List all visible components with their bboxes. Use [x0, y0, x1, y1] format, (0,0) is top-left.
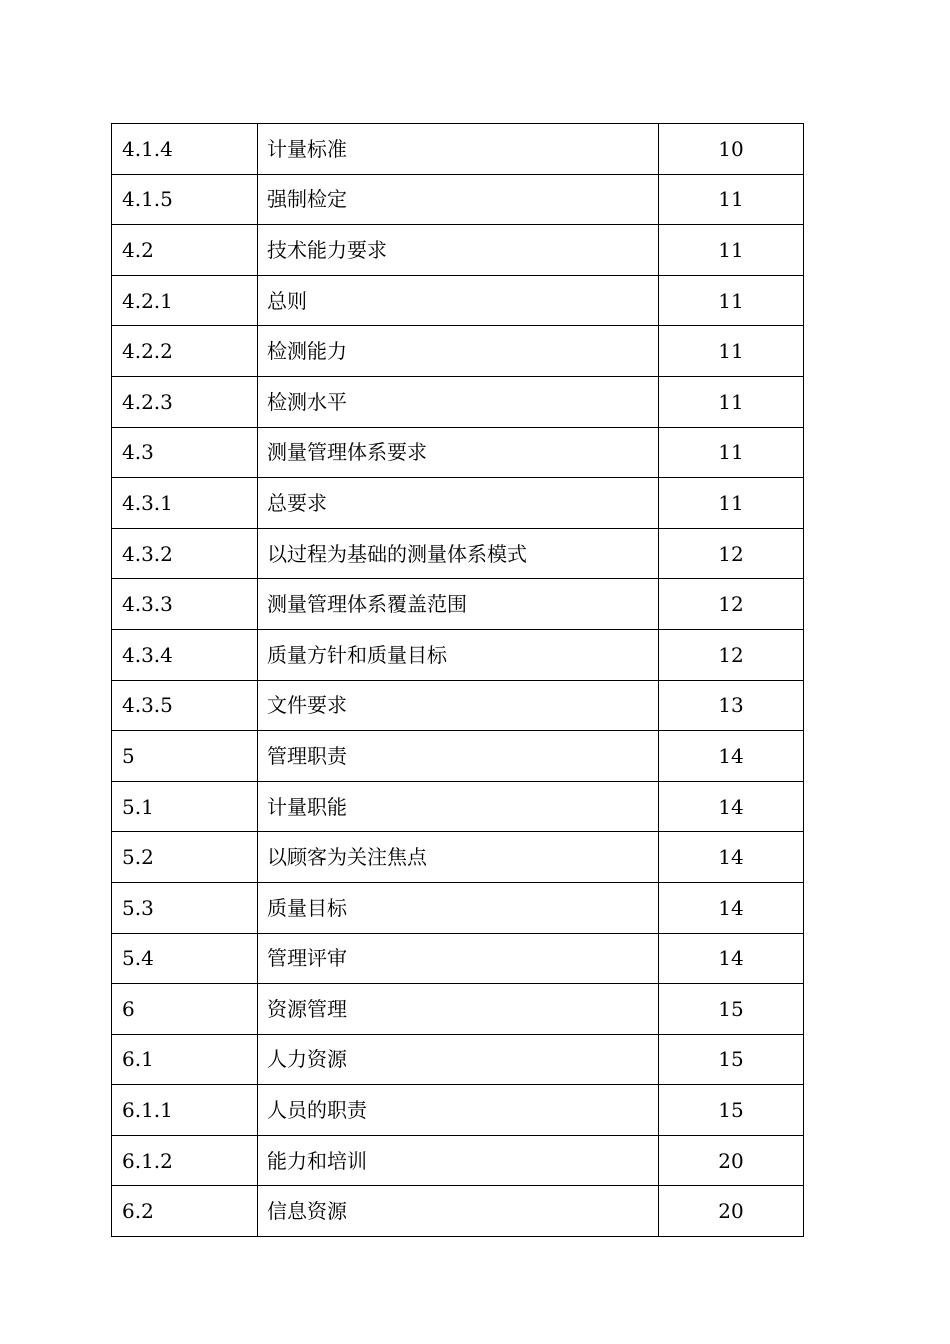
- table-row: [112, 1085, 804, 1136]
- section-number: 4.3.5: [112, 680, 258, 731]
- table-row: [112, 124, 804, 175]
- page-number: 11: [659, 174, 804, 225]
- table-row: [112, 933, 804, 984]
- section-title: 质量方针和质量目标: [258, 629, 659, 680]
- page-number: 15: [659, 1085, 804, 1136]
- section-number: 6.1.2: [112, 1135, 258, 1186]
- section-title: 以过程为基础的测量体系模式: [258, 528, 659, 579]
- section-number: 6.1.1: [112, 1085, 258, 1136]
- page-number: 12: [659, 579, 804, 630]
- page-number: 11: [659, 478, 804, 529]
- section-number: 6.1: [112, 1034, 258, 1085]
- section-number: 5.3: [112, 882, 258, 933]
- table-row: [112, 326, 804, 377]
- section-number: 4.1.5: [112, 174, 258, 225]
- table-row: [112, 579, 804, 630]
- section-number: 4.1.4: [112, 124, 258, 175]
- section-number: 4.2: [112, 225, 258, 276]
- section-title: 测量管理体系要求: [258, 427, 659, 478]
- page-number: 14: [659, 882, 804, 933]
- table-row: [112, 629, 804, 680]
- page-number: 11: [659, 427, 804, 478]
- section-title: 测量管理体系覆盖范围: [258, 579, 659, 630]
- table-row: [112, 1135, 804, 1186]
- section-number: 5.2: [112, 832, 258, 883]
- section-title: 强制检定: [258, 174, 659, 225]
- section-title: 人员的职责: [258, 1085, 659, 1136]
- section-title: 人力资源: [258, 1034, 659, 1085]
- section-title: 能力和培训: [258, 1135, 659, 1186]
- section-title: 文件要求: [258, 680, 659, 731]
- section-title: 检测能力: [258, 326, 659, 377]
- page-number: 14: [659, 781, 804, 832]
- page-number: 15: [659, 984, 804, 1035]
- page-number: 11: [659, 225, 804, 276]
- table-row: [112, 781, 804, 832]
- section-number: 4.2.1: [112, 275, 258, 326]
- page-number: 14: [659, 731, 804, 782]
- page-number: 11: [659, 326, 804, 377]
- section-number: 6.2: [112, 1186, 258, 1237]
- table-row: [112, 882, 804, 933]
- table-row: [112, 832, 804, 883]
- table-row: [112, 528, 804, 579]
- section-title: 检测水平: [258, 376, 659, 427]
- section-number: 4.3.4: [112, 629, 258, 680]
- toc-table: [111, 123, 804, 1237]
- table-row: [112, 984, 804, 1035]
- page-number: 14: [659, 832, 804, 883]
- section-number: 6: [112, 984, 258, 1035]
- section-number: 4.3.3: [112, 579, 258, 630]
- page-number: 14: [659, 933, 804, 984]
- section-number: 5.4: [112, 933, 258, 984]
- section-number: 5: [112, 731, 258, 782]
- table-row: [112, 275, 804, 326]
- page-number: 13: [659, 680, 804, 731]
- section-number: 4.2.3: [112, 376, 258, 427]
- section-number: 4.2.2: [112, 326, 258, 377]
- section-title: 计量职能: [258, 781, 659, 832]
- table-row: [112, 376, 804, 427]
- page-number: 12: [659, 528, 804, 579]
- table-row: [112, 1034, 804, 1085]
- section-number: 5.1: [112, 781, 258, 832]
- section-title: 总要求: [258, 478, 659, 529]
- section-title: 管理评审: [258, 933, 659, 984]
- page-number: 20: [659, 1135, 804, 1186]
- table-row: [112, 478, 804, 529]
- section-title: 技术能力要求: [258, 225, 659, 276]
- section-title: 计量标准: [258, 124, 659, 175]
- section-number: 4.3.1: [112, 478, 258, 529]
- table-row: [112, 1186, 804, 1237]
- table-row: [112, 174, 804, 225]
- section-number: 4.3: [112, 427, 258, 478]
- page-number: 11: [659, 376, 804, 427]
- section-title: 信息资源: [258, 1186, 659, 1237]
- page-number: 20: [659, 1186, 804, 1237]
- table-row: [112, 680, 804, 731]
- table-row: [112, 427, 804, 478]
- section-title: 资源管理: [258, 984, 659, 1035]
- page-number: 11: [659, 275, 804, 326]
- table-row: [112, 225, 804, 276]
- page-number: 15: [659, 1034, 804, 1085]
- section-number: 4.3.2: [112, 528, 258, 579]
- page-number: 12: [659, 629, 804, 680]
- table-row: [112, 731, 804, 782]
- section-title: 质量目标: [258, 882, 659, 933]
- section-title: 以顾客为关注焦点: [258, 832, 659, 883]
- section-title: 总则: [258, 275, 659, 326]
- page-number: 10: [659, 124, 804, 175]
- toc-body: [112, 124, 804, 1237]
- section-title: 管理职责: [258, 731, 659, 782]
